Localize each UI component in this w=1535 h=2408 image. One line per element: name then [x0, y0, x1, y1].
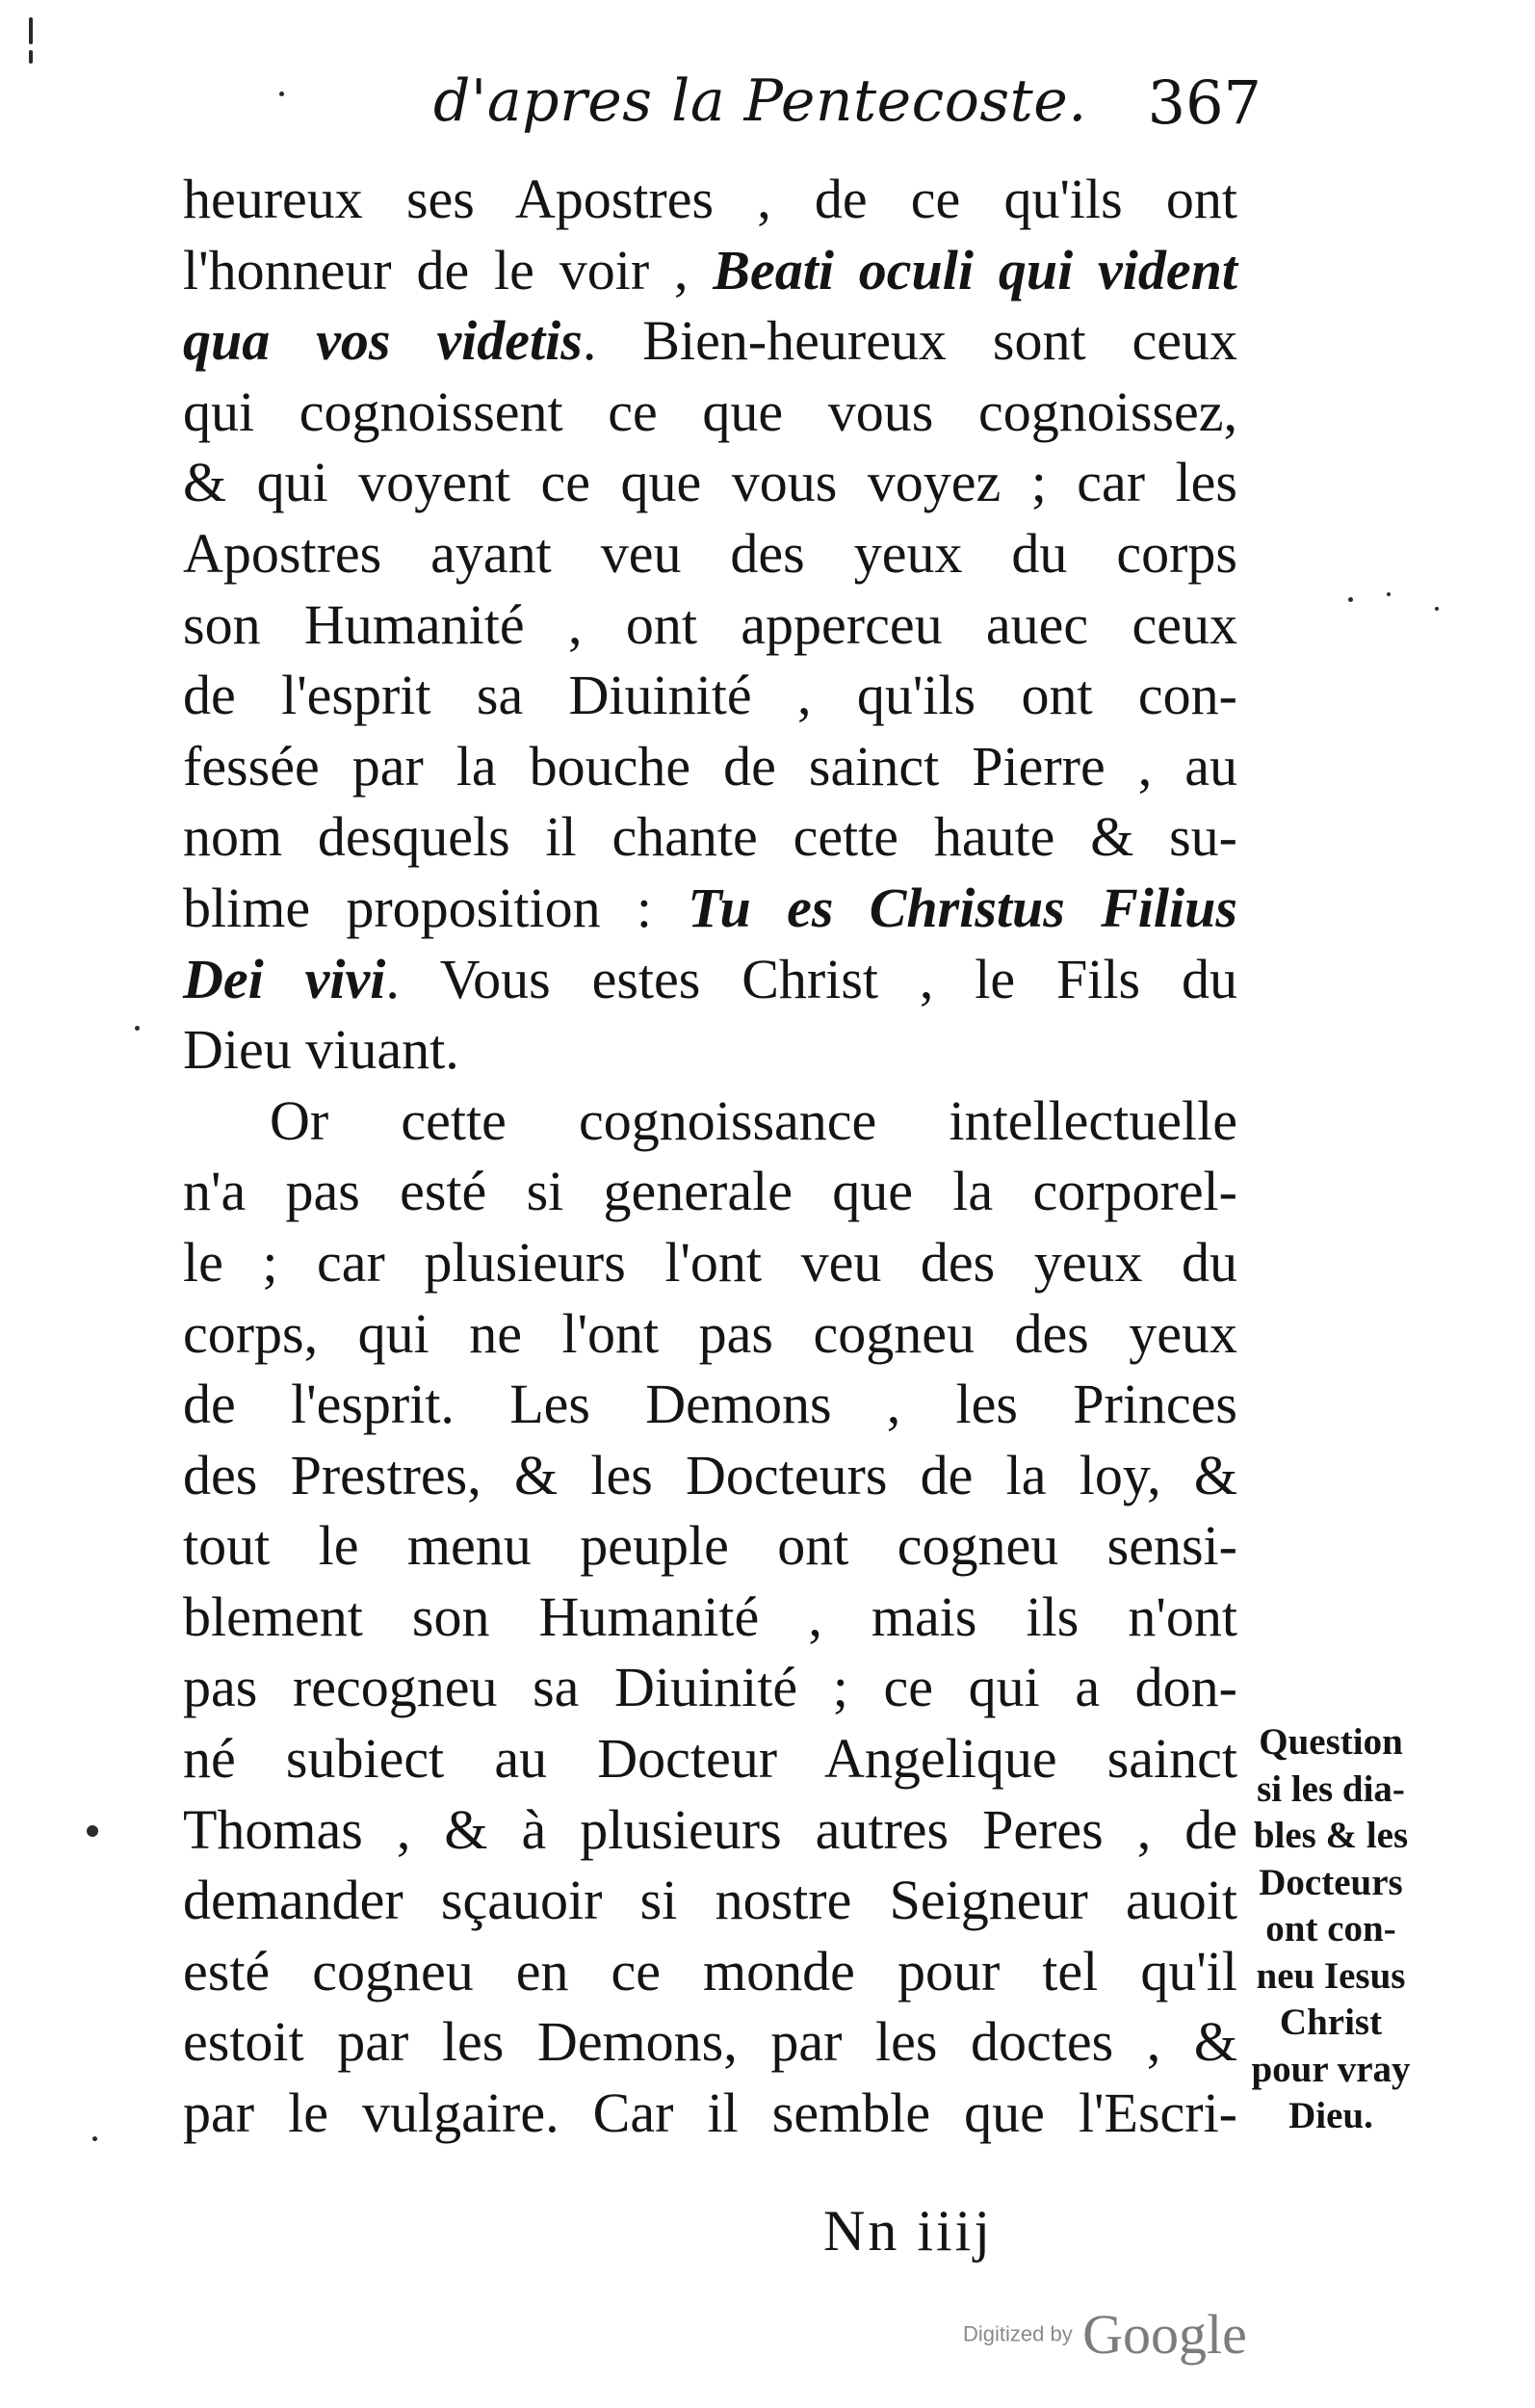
margin-note-line: bles & les — [1253, 1815, 1409, 1856]
paragraph-2 — [183, 1086, 1237, 2149]
paragraph-1 — [183, 164, 1237, 1086]
text-line: des Prestres, & les Docteurs de la loy, & — [183, 1443, 1237, 1506]
margin-note-line: neu Iesus — [1256, 1954, 1406, 1997]
ink-speck — [279, 92, 284, 96]
text-line: né subiect au Docteur Angelique sainct — [183, 1727, 1237, 1791]
margin-note-line: ont con- — [1265, 1908, 1396, 1950]
text-line: le ; car plusieurs l'ont veu des yeux du — [183, 1230, 1237, 1294]
text-line: heureux ses Apostres , de ce qu'ils ont — [183, 168, 1237, 230]
text-line: Or cette cognoissance intellectuelle — [270, 1088, 1237, 1152]
text-line: blime proposition : Tu es Christus Filius — [183, 876, 1237, 939]
ink-speck — [1387, 592, 1391, 596]
text-line: l'honneur de le voir , Beati oculi qui vident — [183, 238, 1238, 301]
text-line: de l'esprit. Les Demons , les Princes — [183, 1373, 1237, 1436]
margin-note-line: Dieu. — [1288, 2095, 1373, 2136]
text-line: tout le menu peuple ont cogneu sensi- — [183, 1514, 1237, 1578]
text-line: qui cognoissent ce que vous cognoissez, — [183, 380, 1237, 443]
margin-note-line: Docteurs — [1259, 1861, 1403, 1903]
text-line: esté cogneu en ce monde pour tel qu'il — [183, 1939, 1237, 2002]
margin-note-line: pour vray — [1251, 2048, 1411, 2090]
text-line: par le vulgaire. Car il semble que l'Escri- — [183, 2081, 1237, 2145]
ink-speck — [1435, 607, 1439, 611]
google-logo: Google — [1082, 2303, 1247, 2366]
main-text — [183, 164, 1237, 2149]
ink-speck — [29, 50, 33, 64]
margin-note — [1235, 1719, 1427, 2140]
text-line: Thomas , & à plusieurs autres Peres , de — [183, 1797, 1237, 1861]
text-line: qua vos videtis. Bien-heureux sont ceux — [183, 309, 1237, 373]
text-line: son Humanité , ont apperceu auec ceux — [183, 592, 1237, 656]
watermark-prefix: Digitized by — [963, 2321, 1073, 2346]
text-line: de l'esprit sa Diuinité , qu'ils ont con- — [183, 664, 1237, 727]
latin-quote: qua vos videtis — [183, 309, 583, 373]
ink-speck — [1348, 597, 1353, 602]
ink-speck — [135, 1026, 140, 1031]
page-header — [433, 67, 1262, 154]
page-number: 367 — [1147, 67, 1262, 138]
latin-quote: Tu es Christus Filius — [688, 876, 1237, 939]
digitized-watermark — [963, 2302, 1247, 2367]
ink-speck — [92, 2136, 97, 2141]
text-line: Dieu viuant. — [183, 1018, 459, 1082]
margin-note-line: si les dia- — [1257, 1767, 1405, 1810]
signature-mark: Nn iiij — [823, 2199, 994, 2263]
text-line: Dei vivi. Vous estes Christ , le Fils du — [183, 947, 1237, 1010]
text-line: nom desquels il chante cette haute & su- — [183, 805, 1237, 869]
text-line: pas recogneu sa Diuinité ; ce qui a don- — [183, 1656, 1237, 1719]
ink-speck — [29, 17, 33, 44]
margin-note-line: Christ — [1279, 2002, 1383, 2043]
text-line: demander sçauoir si nostre Seigneur auoit — [183, 1869, 1237, 1932]
latin-quote: Dei vivi — [183, 947, 386, 1010]
text-line: blement son Humanité , mais ils n'ont — [183, 1584, 1237, 1648]
text-line: estoit par les Demons, par les doctes , & — [183, 2010, 1237, 2074]
text-line: & qui voyent ce que vous voyez ; car les — [183, 451, 1237, 514]
text-line: Apostres ayant veu des yeux du corps — [183, 521, 1237, 585]
latin-quote: Beati oculi qui vident — [713, 238, 1238, 301]
text-line: corps, qui ne l'ont pas cogneu des yeux — [183, 1301, 1237, 1365]
text-line: n'a pas esté si generale que la corporel- — [183, 1160, 1237, 1223]
text-line: fessée par la bouche de sainct Pierre , au — [183, 734, 1237, 798]
margin-note-line: Question — [1259, 1721, 1403, 1763]
ink-speck — [87, 1825, 98, 1837]
running-head: d'apres la Pentecoste. — [433, 67, 1087, 135]
